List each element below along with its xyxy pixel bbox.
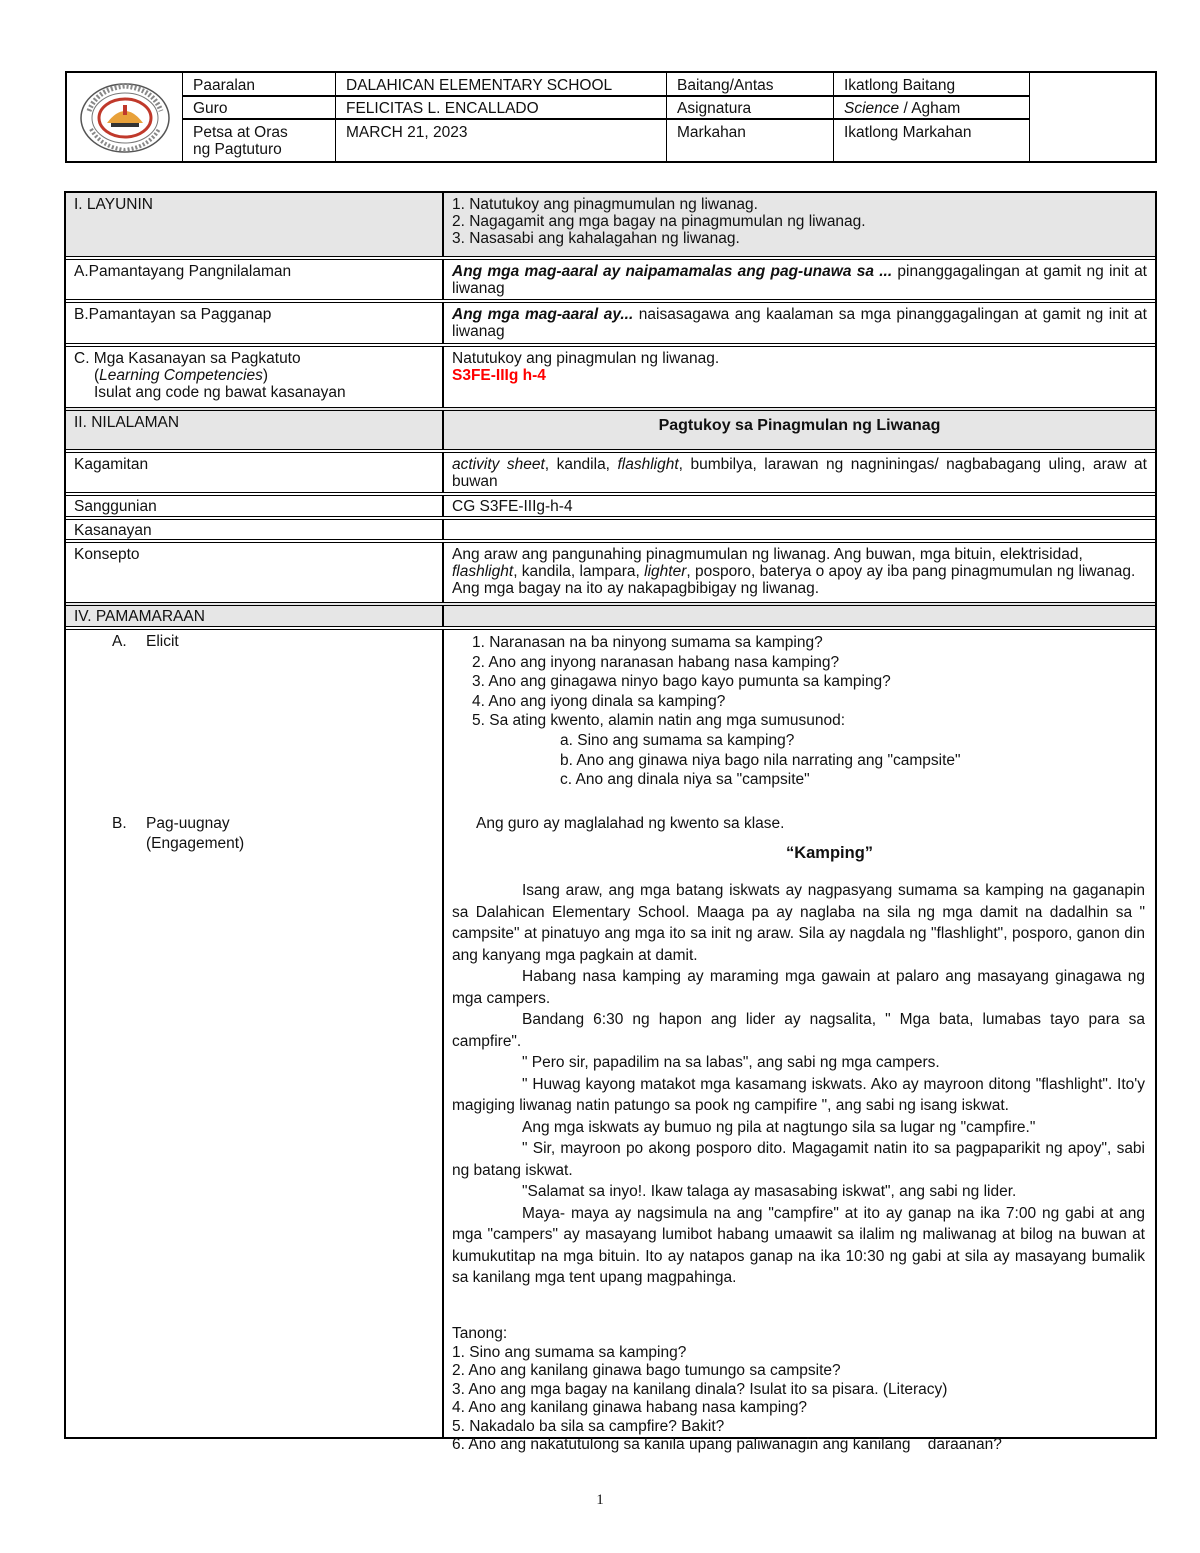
paren-close: ) [262, 367, 269, 384]
konsepto-p3: , posporo, baterya o apoy ay iba pang pinagmumulan ng liwanag. Ang mga bagay na ito ay nakapagbibigay ng liwanag. [452, 563, 1136, 597]
kasanayan-text [442, 347, 1155, 407]
kagamitan-label: Kagamitan [74, 456, 149, 473]
school-label: Paaralan [193, 77, 256, 94]
date-label-line2: ng Pagtuturo [193, 141, 282, 158]
subject-label: Asignatura [677, 100, 752, 117]
pamamaraan-empty [442, 606, 1155, 626]
elicit-letter: A. [112, 633, 127, 650]
subject-english: Science [844, 100, 900, 117]
row-pamamaraan [66, 602, 1155, 626]
engage-intro: Ang guro ay maglalahad ng kwento sa klase. [476, 815, 785, 832]
procedure-left [66, 630, 442, 1437]
kagamitan-part3: flashlight [617, 456, 679, 473]
story-paragraph: "Salamat sa inyo!. Ikaw talaga ay masasabing iskwat", ang sabi ng lider. [522, 1183, 1017, 1200]
pamamaraan-label: IV. PAMAMARAAN [74, 608, 205, 625]
engage-label-1: Pag-uugnay [146, 815, 230, 832]
kagamitan-text [442, 453, 1155, 492]
list-item: 3. Ano ang ginagawa ninyo bago kayo pumunta sa kamping? [472, 673, 891, 691]
pagganap-text [442, 303, 1155, 343]
kagamitan-part4: , bumbilya, larawan ng nagniningas/ nagbabagang uling, araw at buwan [452, 456, 1147, 490]
konsepto-flashlight: flashlight [452, 563, 514, 580]
teacher-label: Guro [193, 100, 228, 117]
konsepto-p1: Ang araw ang pangunahing pinagmumulan ng liwanag. Ang buwan, mga bituin, elektrisidad, [452, 546, 1083, 563]
paren-open: ( [94, 367, 100, 384]
row-kasanayan-2 [66, 516, 1155, 539]
row-konsepto [66, 539, 1155, 602]
grade-value: Ikatlong Baitang [844, 77, 956, 94]
kasanayan-label-line3: Isulat ang code ng bawat kasanayan [94, 384, 346, 401]
story-paragraph: Ang mga iskwats ay bumuo ng pila at nagtungo sila sa lugar ng "campfire." [522, 1118, 1036, 1136]
date-label-line1: Petsa at Oras [193, 124, 288, 141]
list-item: 2. Ano ang inyong naranasan habang nasa kamping? [472, 653, 840, 671]
date-label [188, 122, 293, 160]
story-title: “Kamping” [785, 844, 874, 862]
list-item: c. Ano ang dinala niya sa "campsite" [560, 771, 810, 789]
elicit-heading [112, 633, 179, 650]
row-kasanayan [66, 343, 1155, 407]
date-value: MARCH 21, 2023 [346, 124, 468, 141]
story-body [452, 880, 1145, 1289]
procedure-right [442, 630, 1155, 1453]
kasanayan-label [66, 347, 442, 407]
tanong-section [452, 1325, 1002, 1455]
pangnilalaman-rest: pinanggagalingan at gamit ng init at liwanag [452, 263, 1147, 297]
list-item: 1. Sino ang sumama sa kamping? [452, 1343, 687, 1361]
list-item: 2. Nagagamit ang mga bagay na pinagmumulan ng liwanag. [452, 213, 866, 230]
row-kagamitan [66, 449, 1155, 492]
grade-label: Baitang/Antas [677, 77, 774, 94]
row-procedure [66, 626, 1155, 1453]
school-value: DALAHICAN ELEMENTARY SCHOOL [346, 77, 613, 94]
learning-competencies: Learning Competencies [99, 367, 263, 384]
kagamitan-part1: activity sheet [452, 456, 545, 473]
story-paragraph: " Sir, mayroon po akong posporo dito. Magagamit natin ito sa pagpaparikit ng apoy", sabi ng batang iskwat. [452, 1140, 1145, 1179]
list-item: 1. Natutukoy ang pinagmumulan ng liwanag. [452, 196, 758, 213]
row-layunin [66, 193, 1155, 256]
pangnilalaman-label: A.Pamantayang Pangnilalaman [74, 263, 292, 280]
story-paragraph: Maya- maya ay nagsimula na ang "campfire" at ito ay ganap na ika 7:00 ng gabi at ang mga "campers" ay masayang lumibot habang umaawit sa ilalim ng maliwanag at bilog na buwan at kumukutitap na mga bituin. Ito ay natapos ganap na ika 10:30 ng gabi at sila ay masayang bumalik sa kanilang mga tent upang magpahinga. [452, 1204, 1145, 1286]
nilalaman-title: Pagtukoy sa Pinagmulan ng Liwanag [442, 411, 1155, 449]
layunin-items [442, 193, 1155, 256]
konsepto-label: Konsepto [74, 546, 140, 563]
elicit-questions [472, 633, 961, 790]
list-item: 5. Nakadalo ba sila sa campfire? Bakit? [452, 1417, 725, 1435]
layunin-label: I. LAYUNIN [74, 196, 153, 213]
kasanayan2-label: Kasanayan [74, 522, 152, 539]
quarter-label: Markahan [677, 124, 746, 141]
list-item: 3. Nasasabi ang kahalagahan ng liwanag. [452, 230, 740, 247]
story-paragraph: Habang nasa kamping ay maraming mga gawain at palaro ang masayang ginagawa ng mga campers. [452, 968, 1145, 1007]
kasanayan2-value [442, 520, 1155, 539]
pangnilalaman-text [442, 260, 1155, 299]
header-table [65, 71, 1157, 163]
row-sanggunian [66, 492, 1155, 516]
story-paragraph: " Huwag kayong matakot mga kasamang iskwats. Ako ay mayroon ditong "flashlight". Ito'y magiging liwanag natin patungo sa pook ng campifire ", ang sabi ng isang iskwat. [452, 1075, 1145, 1114]
elicit-label: Elicit [146, 633, 179, 650]
pagganap-rest: naisasagawa ang kaalaman sa mga pinanggagalingan at gamit ng init at liwanag [452, 306, 1147, 340]
quarter-value: Ikatlong Markahan [844, 124, 972, 141]
competency-text: Natutukoy ang pinagmulan ng liwanag. [452, 350, 720, 367]
list-item: a. Sino ang sumama sa kamping? [560, 731, 795, 749]
engage-heading [112, 814, 244, 854]
konsepto-text [442, 543, 1155, 602]
story-paragraph: Isang araw, ang mga batang iskwats ay nagpasyang sumama sa kamping na gaganapin sa Dalahican Elementary School. Maaga pa ay naglaba na sila ng mga damit na dadalhin sa " campsite" at pinatuyo ang mga ito sa init ng araw. Sila ay nagdala ng "flashlight", posporo, ganon din ang kanyang mga pagkain at damit. [452, 882, 1145, 964]
kasanayan-label-line1: C. Mga Kasanayan sa Pagkatuto [74, 350, 301, 367]
list-item: 1. Naranasan na ba ninyong sumama sa kamping? [472, 634, 823, 651]
sanggunian-label: Sanggunian [74, 498, 157, 515]
pagganap-lead: Ang mga mag-aaral ay... [452, 306, 634, 323]
list-item: 6. Ano ang nakatutulong sa kanila upang paliwanagin ang kanilang daraanan? [452, 1436, 1002, 1453]
competency-code: S3FE-IIIg h-4 [452, 367, 546, 384]
konsepto-p2: , kandila, lampara, [513, 563, 645, 580]
kagamitan-part2: , kandila, [544, 456, 618, 473]
story-paragraph: Bandang 6:30 ng hapon ang lider ay nagsalita, " Mga bata, lumabas tayo para sa campfire". [452, 1011, 1145, 1050]
nilalaman-label: II. NILALAMAN [74, 414, 180, 431]
row-pamantayang-pangnilalaman [66, 256, 1155, 299]
deped-seal-icon [77, 81, 173, 155]
list-item: 4. Ano ang iyong dinala sa kamping? [472, 692, 726, 710]
list-item: 2. Ano ang kanilang ginawa bago tumungo sa campsite? [452, 1362, 841, 1379]
lesson-plan-table [64, 191, 1157, 1453]
tanong-label: Tanong: [452, 1325, 508, 1342]
page-number: 1 [596, 1492, 604, 1508]
row-pamantayan-pagganap [66, 299, 1155, 343]
list-item: 4. Ano ang kanilang ginawa habang nasa kamping? [452, 1399, 808, 1416]
konsepto-lighter: lighter [644, 563, 687, 580]
list-item: 5. Sa ating kwento, alamin natin ang mga sumusunod: [472, 712, 846, 730]
teacher-value: FELICITAS L. ENCALLADO [346, 100, 539, 117]
list-item: b. Ano ang ginawa niya bago nila narrating ang "campsite" [560, 751, 961, 769]
subject-value [839, 98, 965, 119]
subject-filipino: / Agham [899, 100, 961, 117]
engage-label-2: (Engagement) [146, 835, 245, 852]
engage-letter: B. [112, 815, 127, 832]
sanggunian-value: CG S3FE-IIIg-h-4 [442, 496, 1155, 516]
list-item: 3. Ano ang mga bagay na kanilang dinala? Isulat ito sa pisara. (Literacy) [452, 1380, 948, 1398]
pagganap-label: B.Pamantayan sa Pagganap [74, 306, 272, 323]
kasanayan-label-line2 [74, 367, 434, 384]
pangnilalaman-lead: Ang mga mag-aaral ay naipamamalas ang pag-unawa sa ... [452, 263, 893, 280]
row-nilalaman [66, 407, 1155, 449]
story-paragraph: " Pero sir, papadilim na sa labas", ang sabi ng mga campers. [522, 1054, 940, 1071]
